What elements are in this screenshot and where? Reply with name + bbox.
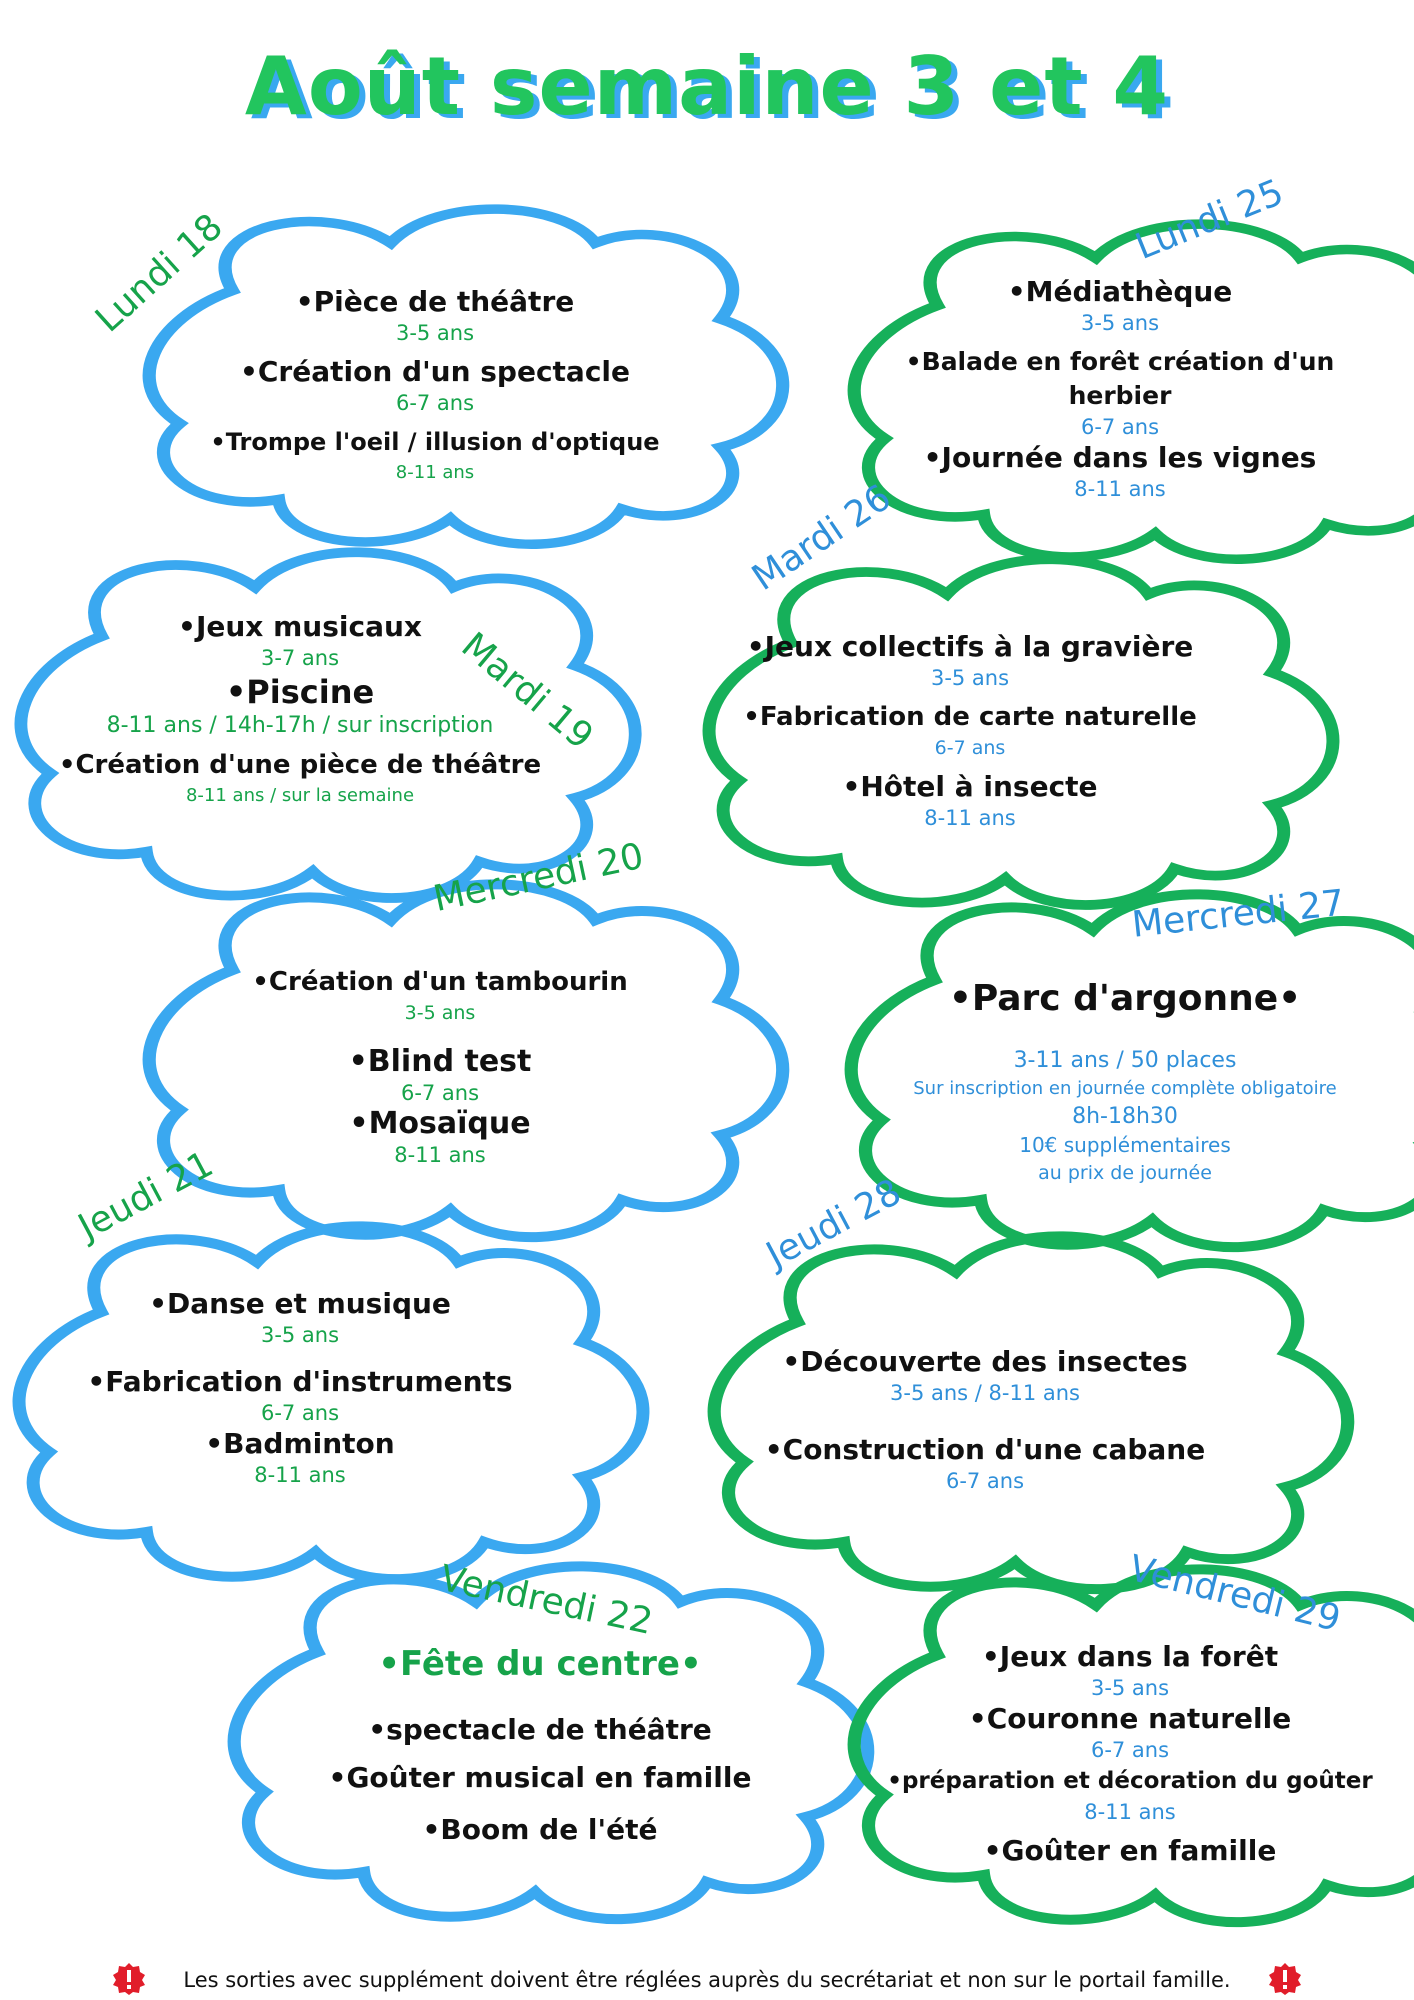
info-line: 8h-18h30 — [1072, 1104, 1178, 1129]
activity: •Blind test — [348, 1044, 532, 1079]
day-content-lundi-25 — [880, 275, 1360, 503]
page-title: Août semaine 3 et 4 — [244, 40, 1170, 133]
activity: •Mosaïque — [349, 1106, 531, 1141]
age-range: 3-5 ans — [395, 321, 475, 345]
day-content-jeudi-21 — [45, 1287, 555, 1489]
day-content-vendredi-22 — [230, 1642, 850, 1858]
age-range: 6-7 ans — [1090, 1738, 1170, 1762]
age-range: 8-11 ans — [1084, 1800, 1176, 1824]
activity: •Goûter musical en famille — [328, 1761, 752, 1794]
age-range: 8-11 ans — [924, 806, 1016, 830]
footer-note: Les sorties avec supplément doivent être réglées auprès du secrétariat et non sur le portail famille. — [183, 1968, 1231, 1992]
day-label-mardi-26: Mardi 26 — [745, 476, 899, 599]
activity: •Découverte des insectes — [782, 1345, 1188, 1378]
activity: •Jeux dans la forêt — [981, 1640, 1279, 1673]
day-label-mardi-19: Mardi 19 — [453, 625, 601, 758]
day-label-jeudi-28: Jeudi 28 — [760, 1171, 908, 1277]
activity: •préparation et décoration du goûter — [887, 1768, 1373, 1794]
activity: •spectacle de théâtre — [368, 1713, 712, 1746]
activity: •Jeux collectifs à la gravière — [746, 630, 1194, 663]
activity: •Boom de l'été — [422, 1813, 658, 1846]
activity: •Construction d'une cabane — [764, 1433, 1206, 1466]
age-range: 6-7 ans — [934, 737, 1006, 759]
headline: •Parc d'argonne• — [948, 978, 1302, 1019]
age-range: 6-7 ans — [395, 391, 475, 415]
age-range: 8-11 ans / 14h-17h / sur inscription — [106, 713, 494, 738]
activity: •Création d'une pièce de théâtre — [58, 750, 542, 780]
day-label-mercredi-20: Mercredi 20 — [430, 835, 648, 921]
day-content-mardi-19 — [40, 610, 560, 810]
info-line: Sur inscription en journée complète obligatoire — [913, 1078, 1337, 1099]
activity: •Piscine — [225, 673, 375, 711]
day-content-vendredi-29 — [860, 1640, 1400, 1868]
age-range: 3-5 ans / 8-11 ans — [890, 1381, 1080, 1405]
day-label-vendredi-29: Vendredi 29 — [1125, 1548, 1345, 1641]
day-content-jeudi-28 — [740, 1345, 1230, 1495]
age-range: 3-5 ans — [1090, 1676, 1170, 1700]
activity: •Fabrication d'instruments — [87, 1365, 513, 1398]
age-range: 6-7 ans — [260, 1401, 340, 1425]
age-range: 3-7 ans — [260, 646, 340, 670]
age-range: 3-5 ans — [260, 1323, 340, 1347]
day-label-jeudi-21: Jeudi 21 — [72, 1143, 220, 1249]
day-label-lundi-25: Lundi 25 — [1130, 171, 1290, 269]
age-range: 3-5 ans — [1080, 311, 1160, 335]
activity: •Badminton — [205, 1427, 395, 1460]
activity: •Danse et musique — [149, 1287, 451, 1320]
day-content-mardi-26 — [730, 630, 1210, 832]
activity: •Journée dans les vignes — [923, 441, 1317, 474]
day-label-mercredi-27: Mercredi 27 — [1130, 882, 1347, 946]
activity: •Pièce de théâtre — [295, 285, 575, 318]
day-content-mercredi-27 — [855, 975, 1395, 1187]
activity: •Jeux musicaux — [178, 610, 422, 643]
activity: •Création d'un spectacle — [239, 355, 631, 388]
activity: •Balade en forêt création d'un herbier — [905, 347, 1335, 410]
age-range: 8-11 ans — [395, 462, 475, 483]
activity: •Couronne naturelle — [968, 1702, 1292, 1735]
activity: •Hôtel à insecte — [842, 770, 1098, 803]
day-label-lundi-18: Lundi 18 — [88, 206, 231, 341]
headline: •Fête du centre• — [378, 1644, 702, 1684]
age-range: 6-7 ans — [1080, 415, 1160, 439]
activity: •Création d'un tambourin — [252, 967, 628, 997]
exclamation-badge-icon — [1268, 1962, 1302, 1996]
info-line: 3-11 ans / 50 places — [1013, 1048, 1237, 1073]
activity: •Fabrication de carte naturelle — [743, 702, 1197, 732]
age-range: 3-5 ans — [930, 666, 1010, 690]
age-range: 8-11 ans / sur la semaine — [185, 785, 415, 806]
info-line: 10€ supplémentaires — [1019, 1133, 1231, 1157]
day-label-vendredi-22: Vendredi 22 — [436, 1558, 657, 1643]
info-line: au prix de journée — [1038, 1162, 1212, 1184]
activity: •Trompe l'oeil / illusion d'optique — [210, 428, 660, 456]
activity: •Goûter en famille — [983, 1834, 1277, 1867]
age-range: 8-11 ans — [254, 1463, 346, 1487]
age-range: 3-5 ans — [404, 1002, 476, 1024]
day-content-mercredi-20 — [215, 965, 665, 1169]
day-content-lundi-18 — [205, 285, 665, 487]
age-range: 6-7 ans — [945, 1469, 1025, 1493]
age-range: 6-7 ans — [400, 1081, 480, 1105]
activity: •Médiathèque — [1007, 275, 1233, 308]
age-range: 8-11 ans — [1074, 477, 1166, 501]
age-range: 8-11 ans — [394, 1143, 486, 1167]
